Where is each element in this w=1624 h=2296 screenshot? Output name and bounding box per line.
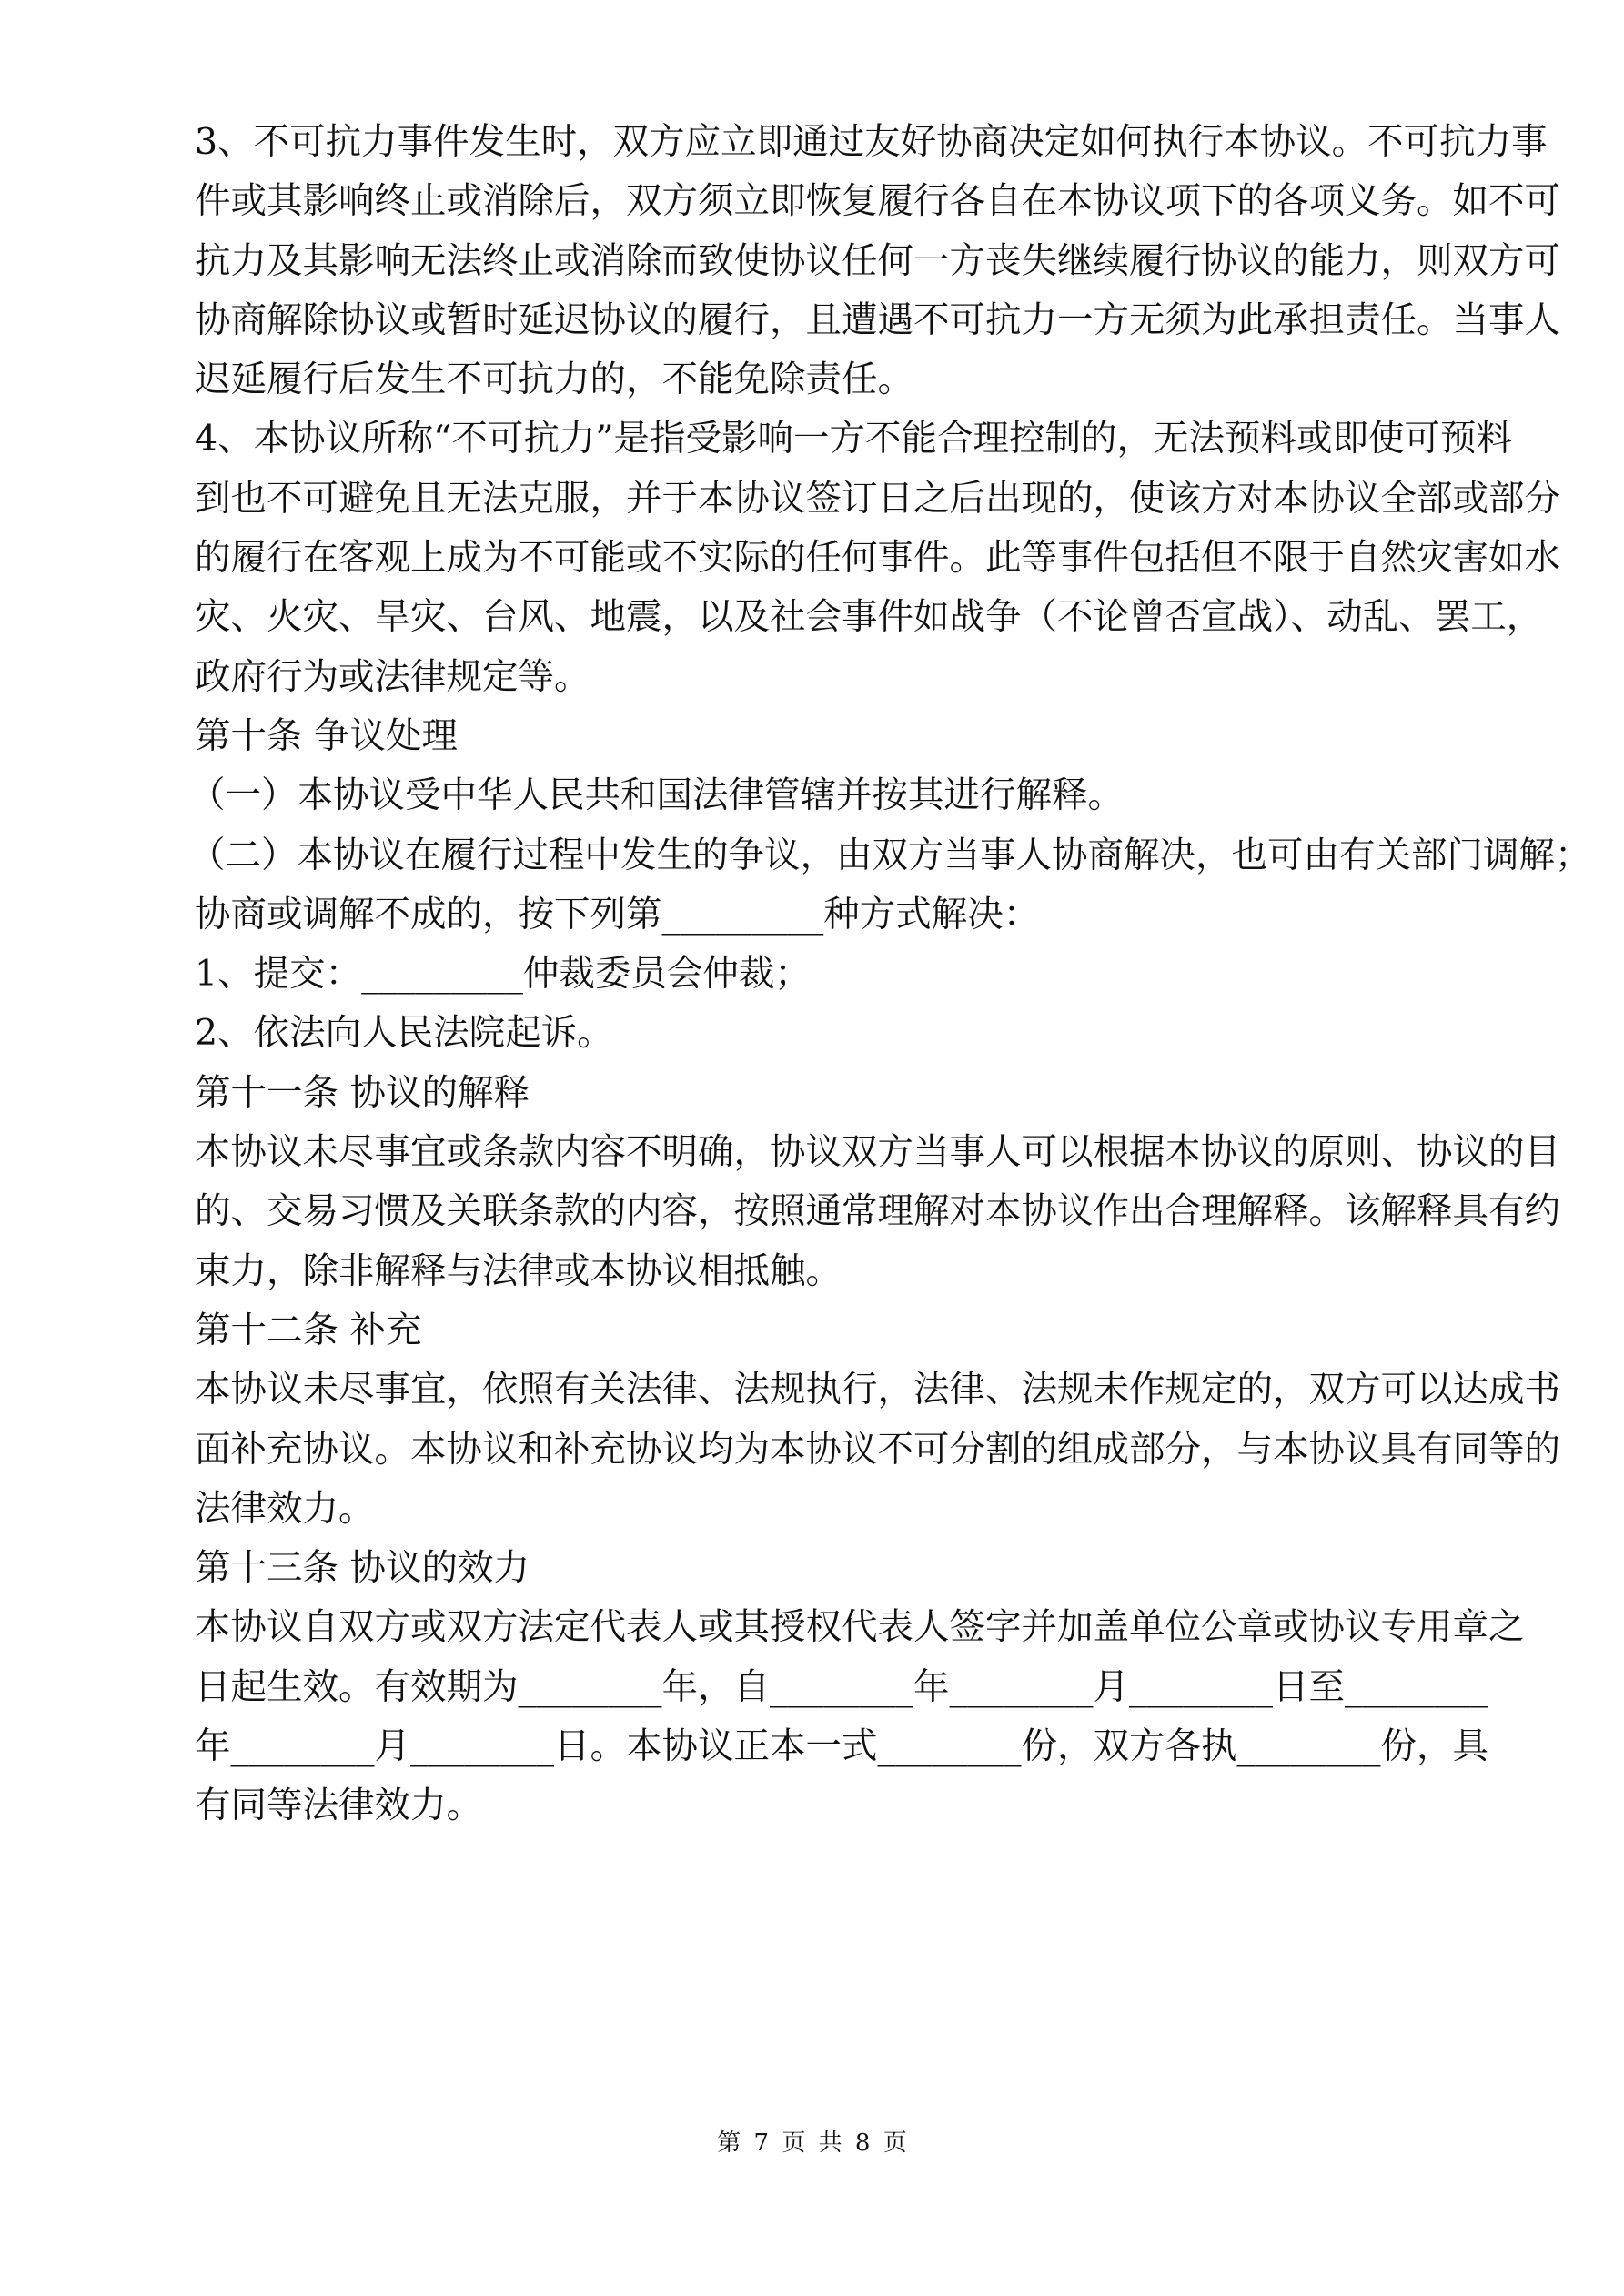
article-11-body-line: 本协议未尽事宜或条款内容不明确，协议双方当事人可以根据本协议的原则、协议的目 xyxy=(195,1131,1560,1174)
clause-3-line: 抗力及其影响无法终止或消除而致使协议任何一方丧失继续履行协议的能力，则双方可 xyxy=(195,239,1560,282)
clause-3 xyxy=(195,113,1560,410)
total-pages-number: 8 xyxy=(854,2129,871,2157)
article-11-body-line: 束力，除非解释与法律或本协议相抵触。 xyxy=(195,1249,842,1292)
clause-4-line: 政府行为或法律规定等。 xyxy=(195,655,590,698)
article-12-body-line: 本协议未尽事宜，依照有关法律、法规执行，法律、法规未作规定的，双方可以达成书 xyxy=(195,1369,1560,1411)
clause-4-line: 的履行在客观上成为不可能或不实际的任何事件。此等事件包括但不限于自然灾害如水 xyxy=(195,537,1560,580)
article-10-option-1: 1、提交：_________仲裁委员会仲裁； xyxy=(195,953,811,996)
article-13-body-line: 日起生效。有效期为________年，自________年________月________日至________ xyxy=(195,1665,1488,1708)
article-13-heading: 第十三条 协议的效力 xyxy=(195,1547,530,1590)
footer-prefix: 第 xyxy=(717,2129,741,2157)
article-13-body-line: 本协议自双方或双方法定代表人或其授权代表人签字并加盖单位公章或协议专用章之 xyxy=(195,1606,1525,1649)
article-11-body-line: 的、交易习惯及关联条款的内容，按照通常理解对本协议作出合理解释。该解释具有约 xyxy=(195,1190,1560,1233)
current-page-number: 7 xyxy=(753,2129,770,2157)
clause-4-line: 4、本协议所称“不可抗力”是指受影响一方不能合理控制的，无法预料或即使可预料 xyxy=(195,418,1513,460)
article-12-body-line: 面补充协议。本协议和补充协议均为本协议不可分割的组成部分，与本协议具有同等的 xyxy=(195,1428,1560,1471)
article-11 xyxy=(195,1064,1560,1301)
clause-3-line: 协商解除协议或暂时延迟协议的履行，且遭遇不可抗力一方无须为此承担责任。当事人 xyxy=(195,298,1560,341)
article-13-body-line: 有同等法律效力。 xyxy=(195,1785,482,1827)
article-10-item-2-line: 协商或调解不成的，按下列第_________种方式解决： xyxy=(195,893,1040,936)
article-11-heading: 第十一条 协议的解释 xyxy=(195,1071,530,1114)
footer-middle: 页 共 xyxy=(782,2129,842,2157)
article-10 xyxy=(189,707,1591,1064)
article-13 xyxy=(195,1539,1525,1836)
article-12-heading: 第十二条 补充 xyxy=(195,1309,422,1351)
document-body xyxy=(189,113,1591,1836)
clause-4 xyxy=(195,410,1560,706)
article-10-option-2: 2、依法向人民法院起诉。 xyxy=(195,1012,613,1055)
clause-3-line: 件或其影响终止或消除后，双方须立即恢复履行各自在本协议项下的各项义务。如不可 xyxy=(195,180,1560,223)
page-footer xyxy=(0,2124,1624,2158)
article-10-item-2-line: （二）本协议在履行过程中发生的争议，由双方当事人协商解决，也可由有关部门调解； xyxy=(189,834,1591,876)
article-10-heading: 第十条 争议处理 xyxy=(195,714,459,757)
footer-suffix: 页 xyxy=(883,2129,907,2157)
clause-4-line: 灾、火灾、旱灾、台风、地震，以及社会事件如战争（不论曾否宣战）、动乱、罢工， xyxy=(195,596,1543,639)
article-12-body-line: 法律效力。 xyxy=(195,1487,375,1530)
article-13-body-line: 年________月________日。本协议正本一式________份，双方各执________份，具 xyxy=(195,1725,1488,1768)
article-10-item-1: （一）本协议受中华人民共和国法律管辖并按其进行解释。 xyxy=(189,774,1124,817)
clause-3-line: 3、不可抗力事件发生时，双方应立即通过友好协商决定如何执行本协议。不可抗力事 xyxy=(195,121,1548,163)
clause-4-line: 到也不可避免且无法克服，并于本协议签订日之后出现的，使该方对本协议全部或部分 xyxy=(195,477,1560,520)
clause-3-line: 迟延履行后发生不可抗力的，不能免除责任。 xyxy=(195,359,913,401)
article-12 xyxy=(195,1301,1560,1539)
